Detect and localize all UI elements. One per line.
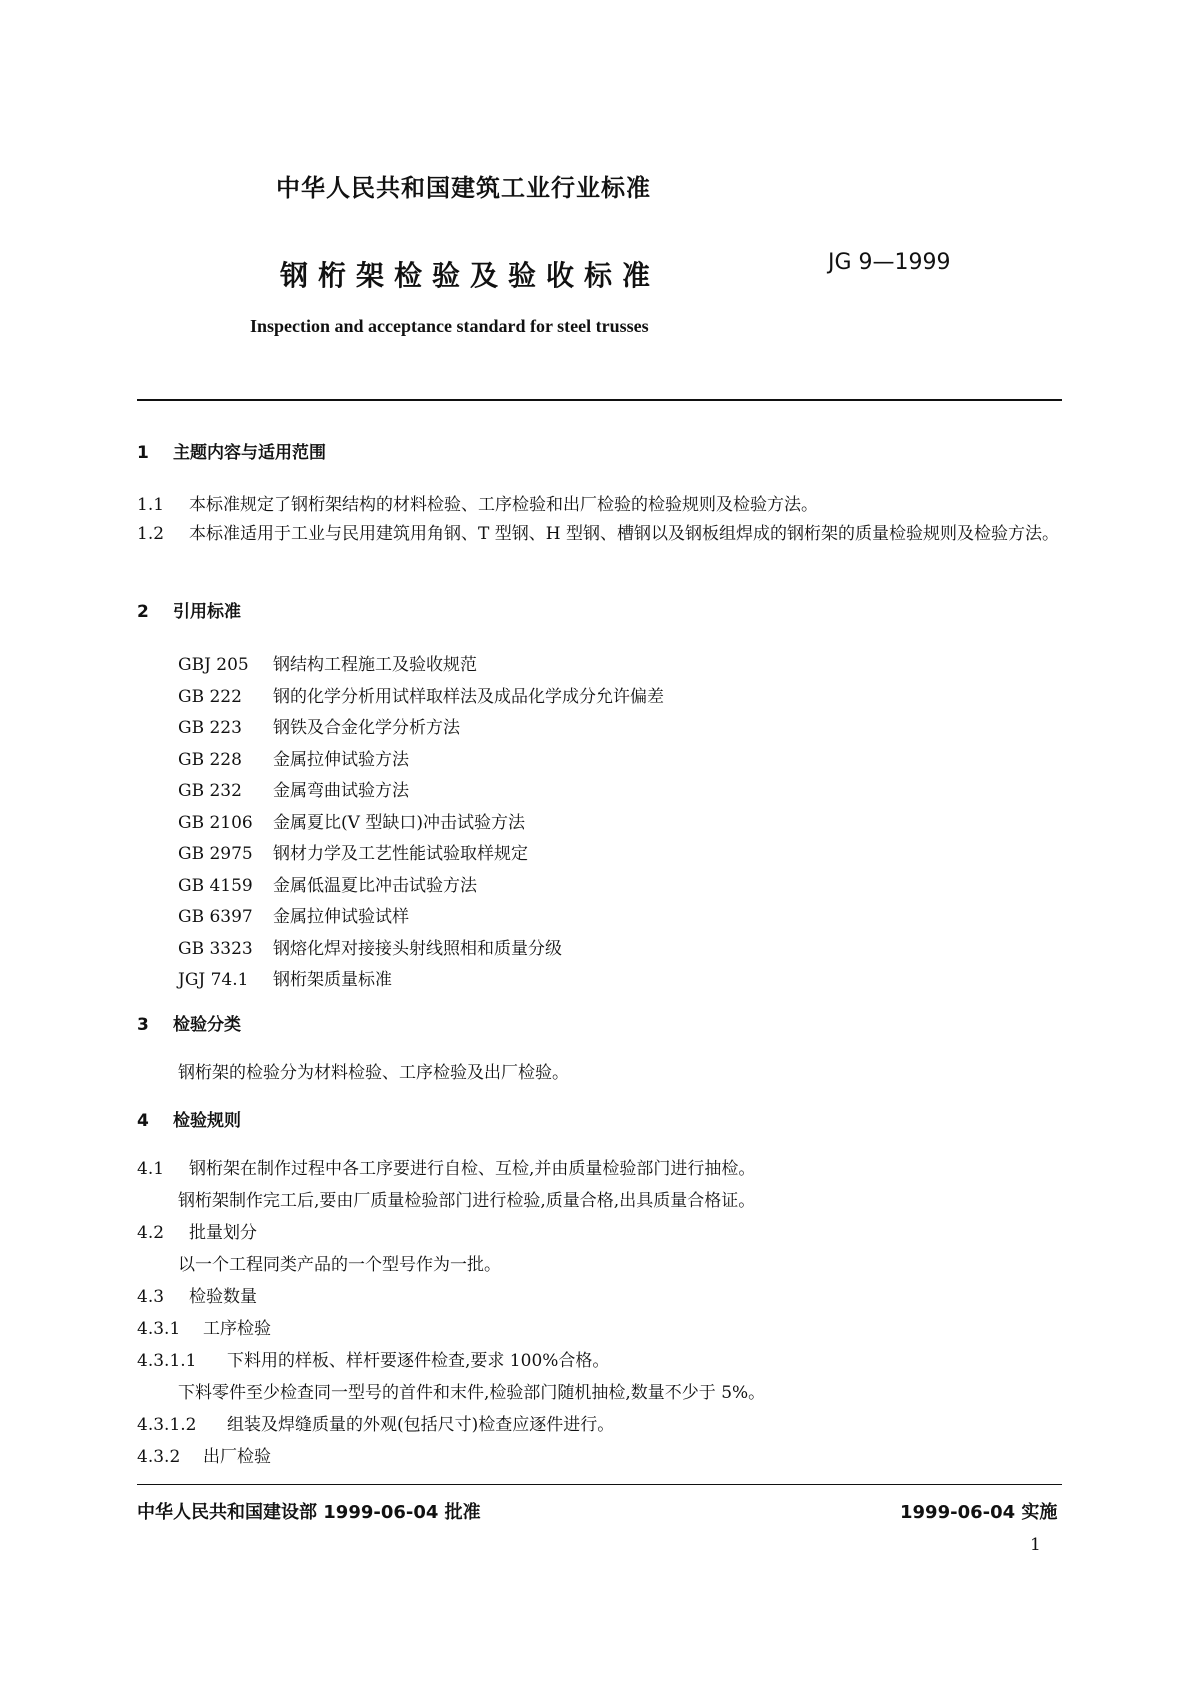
clause-4-1 [137,1154,755,1179]
clause-number: 4.3.1 [137,1319,181,1339]
reference-item [178,965,664,997]
reference-code: GBJ 205 [178,655,249,675]
reference-item [178,839,664,871]
clause-number: 4.3.1.2 [137,1415,197,1435]
reference-name: 钢的化学分析用试样取样法及成品化学成分允许偏差 [273,686,664,707]
reference-list [178,650,664,997]
clause-4-3-1-1 [137,1346,609,1371]
reference-code: GB 232 [178,781,242,801]
reference-name: 金属拉伸试验方法 [273,749,409,770]
clause-4-1-text2: 钢桁架制作完工后,要由厂质量检验部门进行检验,质量合格,出具质量合格证。 [178,1191,756,1211]
reference-code: GB 223 [178,718,242,738]
page-number: 1 [1030,1535,1041,1555]
clause-4-3-1-1-text2: 下料零件至少检查同一型号的首件和末件,检验部门随机抽检,数量不少于 5%。 [178,1383,766,1403]
clause-text: 本标准适用于工业与民用建筑用角钢、T 型钢、H 型钢、槽钢以及钢板组焊成的钢桁架的质量检验规则及检验方法。 [189,524,1059,544]
reference-item [178,682,664,714]
reference-name: 金属夏比(V 型缺口)冲击试验方法 [273,812,525,833]
clause-number: 4.3.1.1 [137,1351,197,1371]
clause-4-2-text: 以一个工程同类产品的一个型号作为一批。 [178,1255,501,1275]
clause-text: 组装及焊缝质量的外观(包括尺寸)检查应逐件进行。 [227,1415,615,1435]
clause-number: 1.1 [137,495,165,515]
section-2-heading [137,597,241,622]
reference-item [178,902,664,934]
section-title: 引用标准 [173,602,241,622]
section-3-text: 钢桁架的检验分为材料检验、工序检验及出厂检验。 [178,1063,569,1083]
reference-item [178,713,664,745]
reference-code: JGJ 74.1 [178,970,249,990]
clause-number: 4.3 [137,1287,165,1307]
section-number: 3 [137,1015,149,1035]
reference-name: 钢材力学及工艺性能试验取样规定 [273,844,528,864]
reference-code: GB 2106 [178,812,253,833]
clause-text: 钢桁架在制作过程中各工序要进行自检、互检,并由质量检验部门进行抽检。 [189,1159,756,1179]
approval-text: 中华人民共和国建设部 1999-06-04 批准 [137,1502,481,1523]
reference-name: 金属弯曲试验方法 [273,781,409,801]
clause-title: 出厂检验 [203,1447,271,1467]
reference-item [178,808,664,840]
section-4-heading [137,1106,241,1131]
reference-code: GB 2975 [178,844,253,864]
clause-number: 1.2 [137,524,165,544]
section-title: 主题内容与适用范围 [173,443,326,463]
reference-item [178,934,664,966]
clause-4-3-2 [137,1442,271,1467]
standard-code: JG 9—1999 [828,250,951,275]
clause-text: 下料用的样板、样杆要逐件检查,要求 100%合格。 [227,1351,610,1371]
reference-name: 钢铁及合金化学分析方法 [273,718,460,738]
clause-number: 4.3.2 [137,1447,181,1467]
clause-title: 批量划分 [189,1223,257,1243]
clause-text: 本标准规定了钢桁架结构的材料检验、工序检验和出厂检验的检验规则及检验方法。 [189,495,818,515]
reference-code: GB 4159 [178,875,253,896]
section-number: 1 [137,443,149,463]
clause-title: 检验数量 [189,1287,257,1307]
clause-number: 4.1 [137,1159,165,1179]
clause-4-3-1-2 [137,1410,614,1435]
english-title: Inspection and acceptance standard for steel trusses [250,316,649,336]
section-1-heading [137,438,326,463]
clause-4-3-1 [137,1314,271,1339]
top-divider [137,399,1062,401]
effective-date: 1999-06-04 实施 [900,1502,1058,1523]
clause-4-2 [137,1218,257,1243]
section-title: 检验规则 [173,1111,241,1131]
section-number: 4 [137,1111,149,1131]
industry-title: 中华人民共和国建筑工业行业标准 [276,174,651,202]
reference-item [178,871,664,903]
clause-number: 4.2 [137,1223,165,1243]
clause-1-2 [137,518,1062,550]
reference-code: GB 228 [178,749,242,770]
standard-title: 钢桁架检验及验收标准 [280,259,661,292]
clause-title: 工序检验 [203,1319,271,1339]
reference-code: GB 222 [178,686,242,707]
clause-4-3 [137,1282,257,1307]
reference-name: 钢结构工程施工及验收规范 [273,655,477,675]
section-3-heading [137,1010,241,1035]
reference-item [178,776,664,808]
reference-code: GB 6397 [178,907,253,927]
reference-name: 金属低温夏比冲击试验方法 [273,875,477,896]
reference-name: 金属拉伸试验试样 [273,907,409,927]
reference-item [178,650,664,682]
reference-item [178,745,664,777]
section-number: 2 [137,602,149,622]
reference-name: 钢熔化焊对接接头射线照相和质量分级 [273,938,562,959]
clause-1-1 [137,490,818,515]
reference-code: GB 3323 [178,938,253,959]
bottom-divider [137,1484,1062,1485]
reference-name: 钢桁架质量标准 [273,970,392,990]
section-title: 检验分类 [173,1015,241,1035]
